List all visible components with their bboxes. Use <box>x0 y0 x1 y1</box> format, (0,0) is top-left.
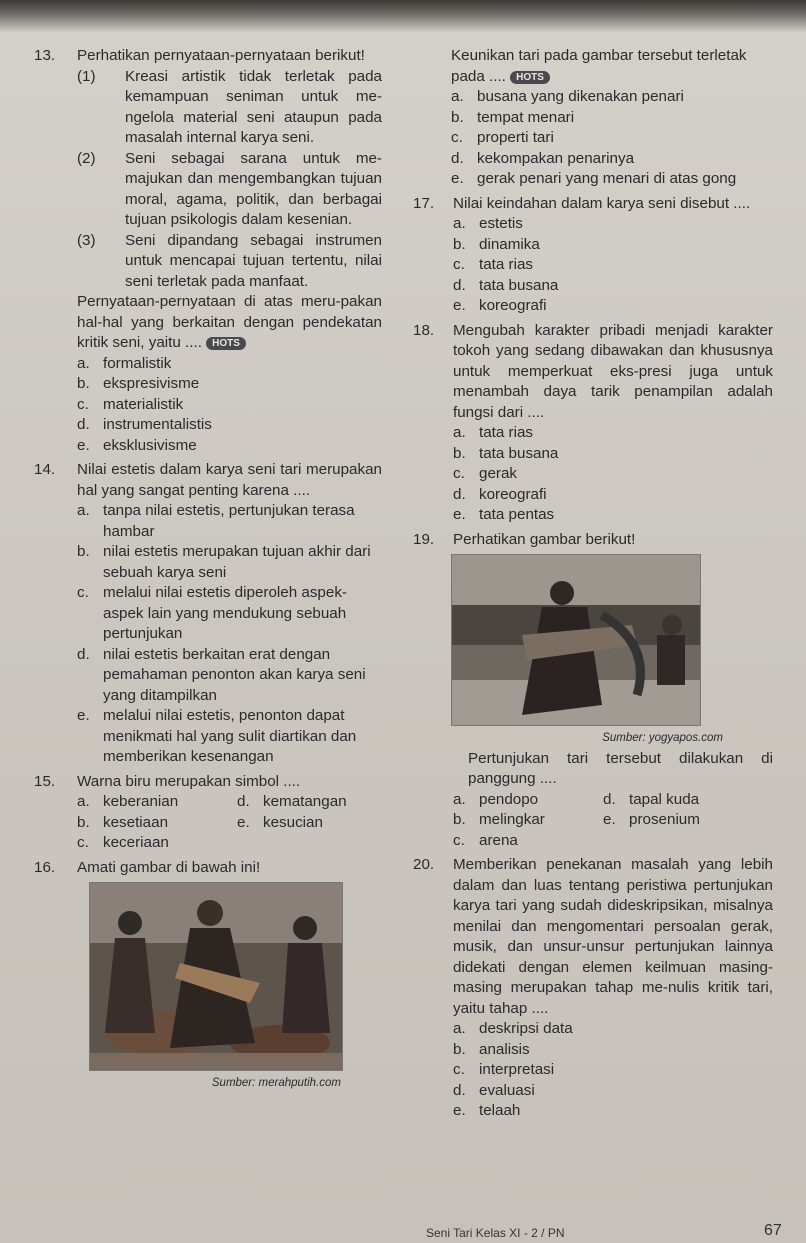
statement: (3) Seni dipandang sebagai instrumen untuk mencapai tujuan tertentu, nilai seni terletak pada manfaat. <box>77 231 382 290</box>
question-number: 19. <box>413 530 435 548</box>
option[interactable]: d. tata busana <box>453 276 559 294</box>
option[interactable]: b. dinamika <box>453 235 540 253</box>
option[interactable]: c. tata rias <box>453 256 534 273</box>
option[interactable]: c. properti tari <box>451 129 554 146</box>
question-text: Nilai keindahan dalam karya seni disebut .... <box>453 194 751 212</box>
option-grid <box>453 790 773 852</box>
left-column <box>34 46 382 1094</box>
question-text: Perhatikan gambar berikut! <box>453 530 636 548</box>
question-18 <box>413 321 773 526</box>
question-number: 17. <box>413 194 435 212</box>
question-number: 15. <box>34 772 56 790</box>
question-intro: Perhatikan pernyataan-pernyataan berikut! <box>77 47 365 64</box>
question-text: Pertunjukan tari tersebut dilakukan di panggung .... <box>468 749 773 787</box>
option[interactable]: a. deskripsi data <box>453 1020 573 1037</box>
question-text: Pernyataan-pernyataan di atas meru-pakan hal-hal yang berkaitan dengan pendekatan kritik seni, yaitu .... HOTS <box>77 293 382 351</box>
question-text: Memberikan penekanan masalah yang lebih dalam dan luas tentang peristiwa pertunjukan karya tari yang sudah dideskripsikan, misalnya menilai dan mengomentari persoalan gerak, musik, dan unsur-unsur pertunjukan lainnya didekati dengan elemen keilmuan masing-masing merupakan tahap me-nulis kritik tari, yaitu tahap .... <box>453 856 773 1017</box>
option[interactable]: a. estetis <box>453 215 523 232</box>
option[interactable]: d. instrumentalistis <box>77 416 212 433</box>
option[interactable]: e. koreografi <box>453 297 547 314</box>
option[interactable]: b. nilai estetis merupakan tujuan akhir dari sebuah karya seni <box>77 543 371 581</box>
question-number: 13. <box>34 47 56 64</box>
option[interactable]: b. tata busana <box>453 444 559 462</box>
option[interactable]: e. gerak penari yang menari di atas gong <box>451 170 737 187</box>
question-text: Mengubah karakter pribadi menjadi karakter tokoh yang sedang dibawakan dan khususnya untuk memperkuat eks-presi juga untuk menambah daya tarik penampilan adalah fungsi dari .... <box>453 321 773 421</box>
option[interactable]: e. melalui nilai estetis, penonton dapat menikmati hal yang sulit diartikan dan memberikan kesenangan <box>77 707 357 765</box>
option[interactable]: b. analisis <box>453 1040 530 1058</box>
dance-photo-gong <box>89 882 343 1071</box>
option[interactable]: d. kematangan <box>237 793 347 810</box>
option[interactable]: d. evaluasi <box>453 1081 535 1099</box>
option[interactable]: e. telaah <box>453 1102 521 1119</box>
statement: (2) Seni sebagai sarana untuk me-majukan dan mengembangkan tujuan moral, agama, politik, dan berbagai tujuan psikologis dalam kesenian. <box>77 149 382 228</box>
option[interactable]: c. interpretasi <box>453 1061 555 1078</box>
option[interactable]: a. tata rias <box>453 424 534 441</box>
option[interactable]: c. materialistik <box>77 395 184 413</box>
dance-photo-illustration <box>90 883 342 1070</box>
option[interactable]: e. kesucian <box>237 813 323 831</box>
right-column <box>413 46 773 1122</box>
option[interactable]: a. tanpa nilai estetis, pertunjukan terasa hambar <box>77 502 355 540</box>
statement: (1) Kreasi artistik tidak terletak pada kemampuan seniman untuk me-ngelola material seni ataupun pada masalah internal karya seni. <box>77 67 382 146</box>
option[interactable]: a. busana yang dikenakan penari <box>451 88 684 105</box>
page-top-edge <box>0 0 806 32</box>
option[interactable]: d. kekompakan penarinya <box>451 149 635 167</box>
option[interactable]: b. ekspresivisme <box>77 375 200 392</box>
question-13 <box>34 46 382 456</box>
question-20 <box>413 855 773 1122</box>
question-text: Warna biru merupakan simbol .... <box>77 772 301 790</box>
hots-badge: HOTS <box>206 337 246 350</box>
question-number: 20. <box>413 856 435 873</box>
option[interactable]: c. melalui nilai estetis diperoleh aspek-aspek lain yang mendukung sebuah pertunjukan <box>77 584 347 642</box>
dance-photo-stage <box>451 554 701 726</box>
photo-caption: Sumber: merahputih.com <box>211 1077 341 1089</box>
question-17 <box>413 194 773 317</box>
option[interactable]: c. keceriaan <box>77 834 169 851</box>
option[interactable]: b. kesetiaan <box>77 813 169 831</box>
option[interactable]: c. gerak <box>453 465 517 482</box>
option[interactable]: e. tata pentas <box>453 506 555 523</box>
option[interactable]: a. keberanian <box>77 793 179 810</box>
question-text: Keunikan tari pada gambar tersebut terletak pada .... HOTS <box>451 47 747 85</box>
option[interactable]: b. tempat menari <box>451 108 575 126</box>
option[interactable]: a. formalistik <box>77 354 172 372</box>
question-16 <box>34 858 382 1094</box>
page-footer: Seni Tari Kelas XI - 2 / PN <box>426 1226 565 1240</box>
option[interactable]: e. prosenium <box>603 811 700 828</box>
question-number: 16. <box>34 858 56 876</box>
option[interactable]: e. eksklusivisme <box>77 436 197 454</box>
question-16-continued <box>413 46 773 190</box>
option[interactable]: d. tapal kuda <box>603 790 700 808</box>
stage-photo-illustration <box>452 555 700 725</box>
question-15 <box>34 772 382 854</box>
question-number: 14. <box>34 461 56 478</box>
option[interactable]: c. arena <box>453 831 518 849</box>
question-14 <box>34 460 382 768</box>
option[interactable]: d. koreografi <box>453 485 547 503</box>
question-19 <box>413 530 773 852</box>
hots-badge: HOTS <box>510 71 550 84</box>
option-grid <box>77 792 382 854</box>
photo-caption: Sumber: yogyapos.com <box>602 732 723 744</box>
question-text: Nilai estetis dalam karya seni tari merupakan hal yang sangat penting karena .... <box>77 461 382 499</box>
page-number: 67 <box>764 1222 782 1239</box>
option[interactable]: b. melingkar <box>453 811 545 828</box>
option[interactable]: d. nilai estetis berkaitan erat dengan pemahaman penonton akan karya seni yang ditampilkan <box>77 645 366 704</box>
option[interactable]: a. pendopo <box>453 790 539 808</box>
question-text: Amati gambar di bawah ini! <box>77 858 261 876</box>
question-number: 18. <box>413 321 435 339</box>
